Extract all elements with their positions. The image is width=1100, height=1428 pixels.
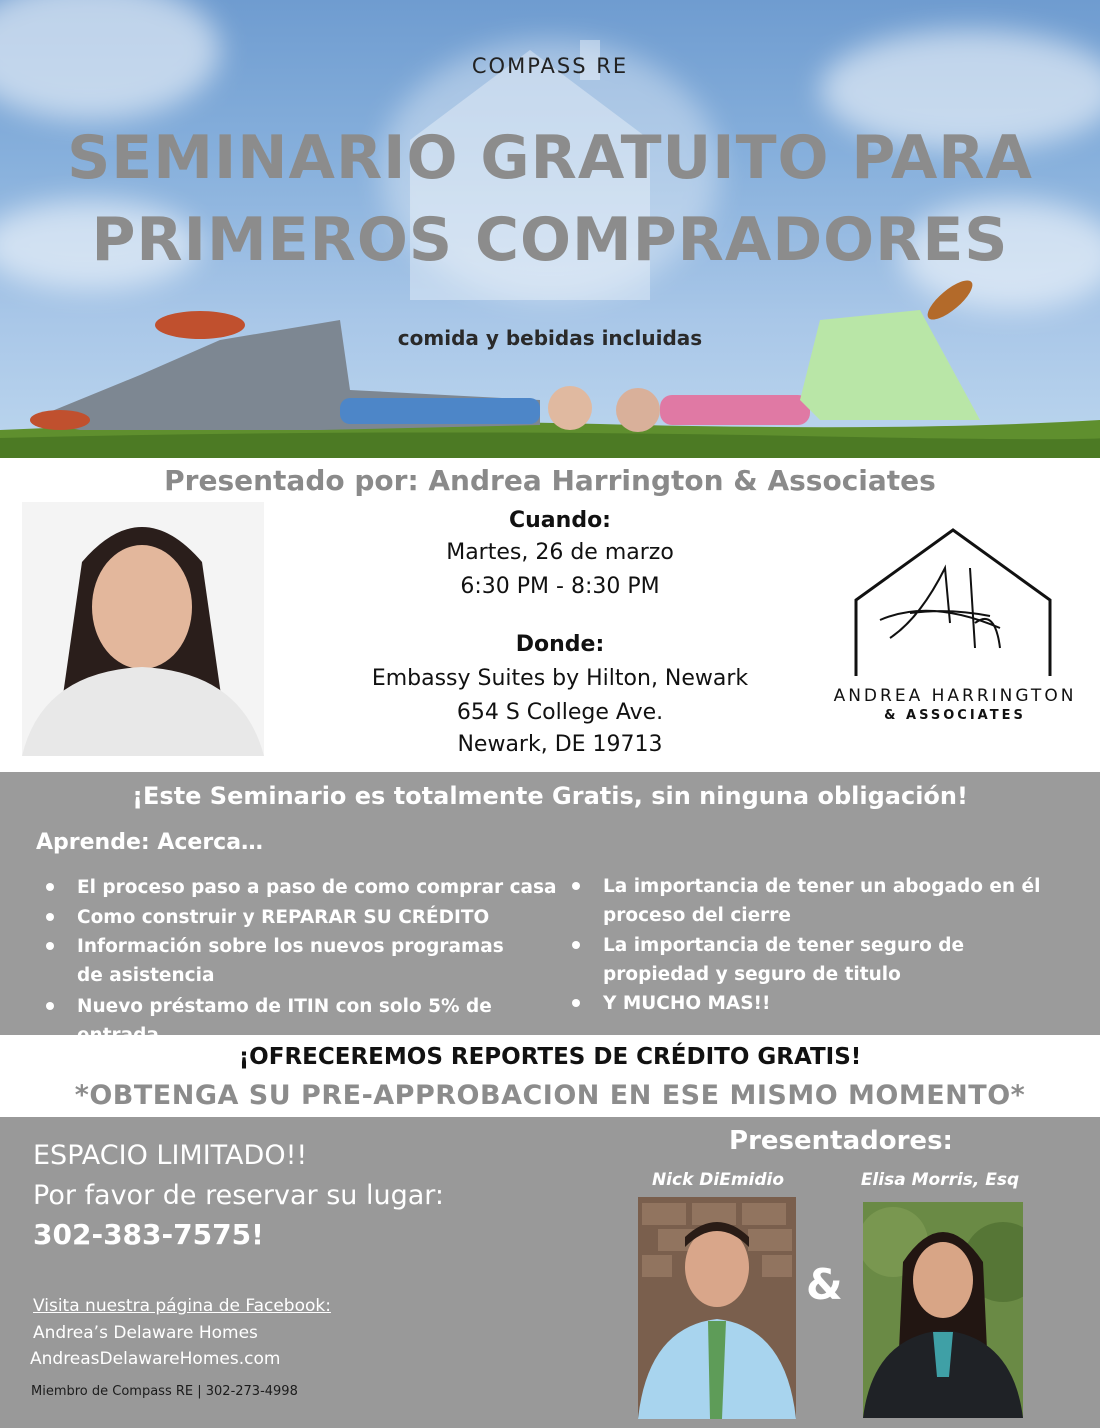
right-item-3: Y MUCHO MAS!!: [603, 993, 771, 1014]
presenter-left-name: Nick DiEmidio: [651, 1170, 785, 1190]
facebook-page: Andrea’s Delaware Homes: [33, 1323, 258, 1343]
bullet-icon: [46, 913, 54, 921]
right-item-1: La importancia de tener un abogado en él proceso del cierre: [603, 876, 1041, 926]
when-time: 6:30 PM - 8:30 PM: [460, 574, 660, 599]
credit-report-offer: ¡OFRECEREMOS REPORTES DE CRÉDITO GRATIS!: [238, 1044, 862, 1070]
andrea-photo: [22, 502, 264, 756]
title-line-1: SEMINARIO GRATUITO PARA: [67, 123, 1033, 193]
website[interactable]: AndreasDelawareHomes.com: [30, 1349, 281, 1369]
facebook-link[interactable]: Visita nuestra página de Facebook:: [33, 1296, 331, 1316]
logo-name: ANDREA HARRINGTON: [833, 686, 1077, 706]
limited-space: ESPACIO LIMITADO!!: [33, 1140, 308, 1171]
where-label: Donde:: [515, 632, 605, 657]
presenters-title: Presentadores:: [729, 1126, 953, 1156]
elisa-photo: [863, 1202, 1023, 1418]
right-item-2: La importancia de tener seguro de propiedad y seguro de titulo: [603, 935, 965, 985]
subline: comida y bebidas incluidas: [397, 326, 703, 350]
nick-photo: [638, 1197, 796, 1419]
left-item-1: El proceso paso a paso de como comprar casa: [77, 877, 557, 898]
bullet-icon: [572, 882, 580, 890]
where-venue: Embassy Suites by Hilton, Newark: [371, 666, 749, 691]
free-seminar-headline: ¡Este Seminario es totalmente Gratis, sin ninguna obligación!: [132, 782, 968, 810]
phone-number[interactable]: 302-383-7575!: [33, 1218, 264, 1251]
bullet-icon: [46, 1002, 54, 1010]
brand-logo: COMPASS RE: [471, 54, 629, 78]
when-label: Cuando:: [509, 508, 611, 533]
where-city: Newark, DE 19713: [457, 732, 663, 757]
where-street: 654 S College Ave.: [456, 700, 664, 725]
bullet-icon: [46, 942, 54, 950]
bullet-icon: [572, 941, 580, 949]
when-date: Martes, 26 de marzo: [446, 540, 674, 565]
presented-by: Presentado por: Andrea Harrington & Associates: [164, 464, 936, 497]
presenter-right-name: Elisa Morris, Esq: [860, 1170, 1020, 1190]
bullet-icon: [572, 999, 580, 1007]
logo-subname: & ASSOCIATES: [884, 708, 1026, 723]
left-item-4: Nuevo préstamo de ITIN con solo 5% de entrada: [77, 996, 492, 1046]
ampersand: &: [806, 1260, 843, 1309]
preapproval-offer: *OBTENGA SU PRE-APPROBACION EN ESE MISMO MOMENTO*: [74, 1080, 1026, 1111]
left-item-3: Información sobre los nuevos programas de asistencia: [77, 936, 504, 986]
title-line-2: PRIMEROS COMPRADORES: [91, 205, 1009, 275]
learn-label: Aprende: Acerca…: [36, 830, 264, 855]
reserve-text: Por favor de reservar su lugar:: [33, 1180, 444, 1211]
bullet-icon: [46, 883, 54, 891]
couple-lying-image: [20, 280, 1020, 440]
left-item-2: Como construir y REPARAR SU CRÉDITO: [77, 907, 490, 928]
member-line: Miembro de Compass RE | 302-273-4998: [31, 1384, 298, 1399]
ah-house-logo: [850, 528, 1056, 678]
